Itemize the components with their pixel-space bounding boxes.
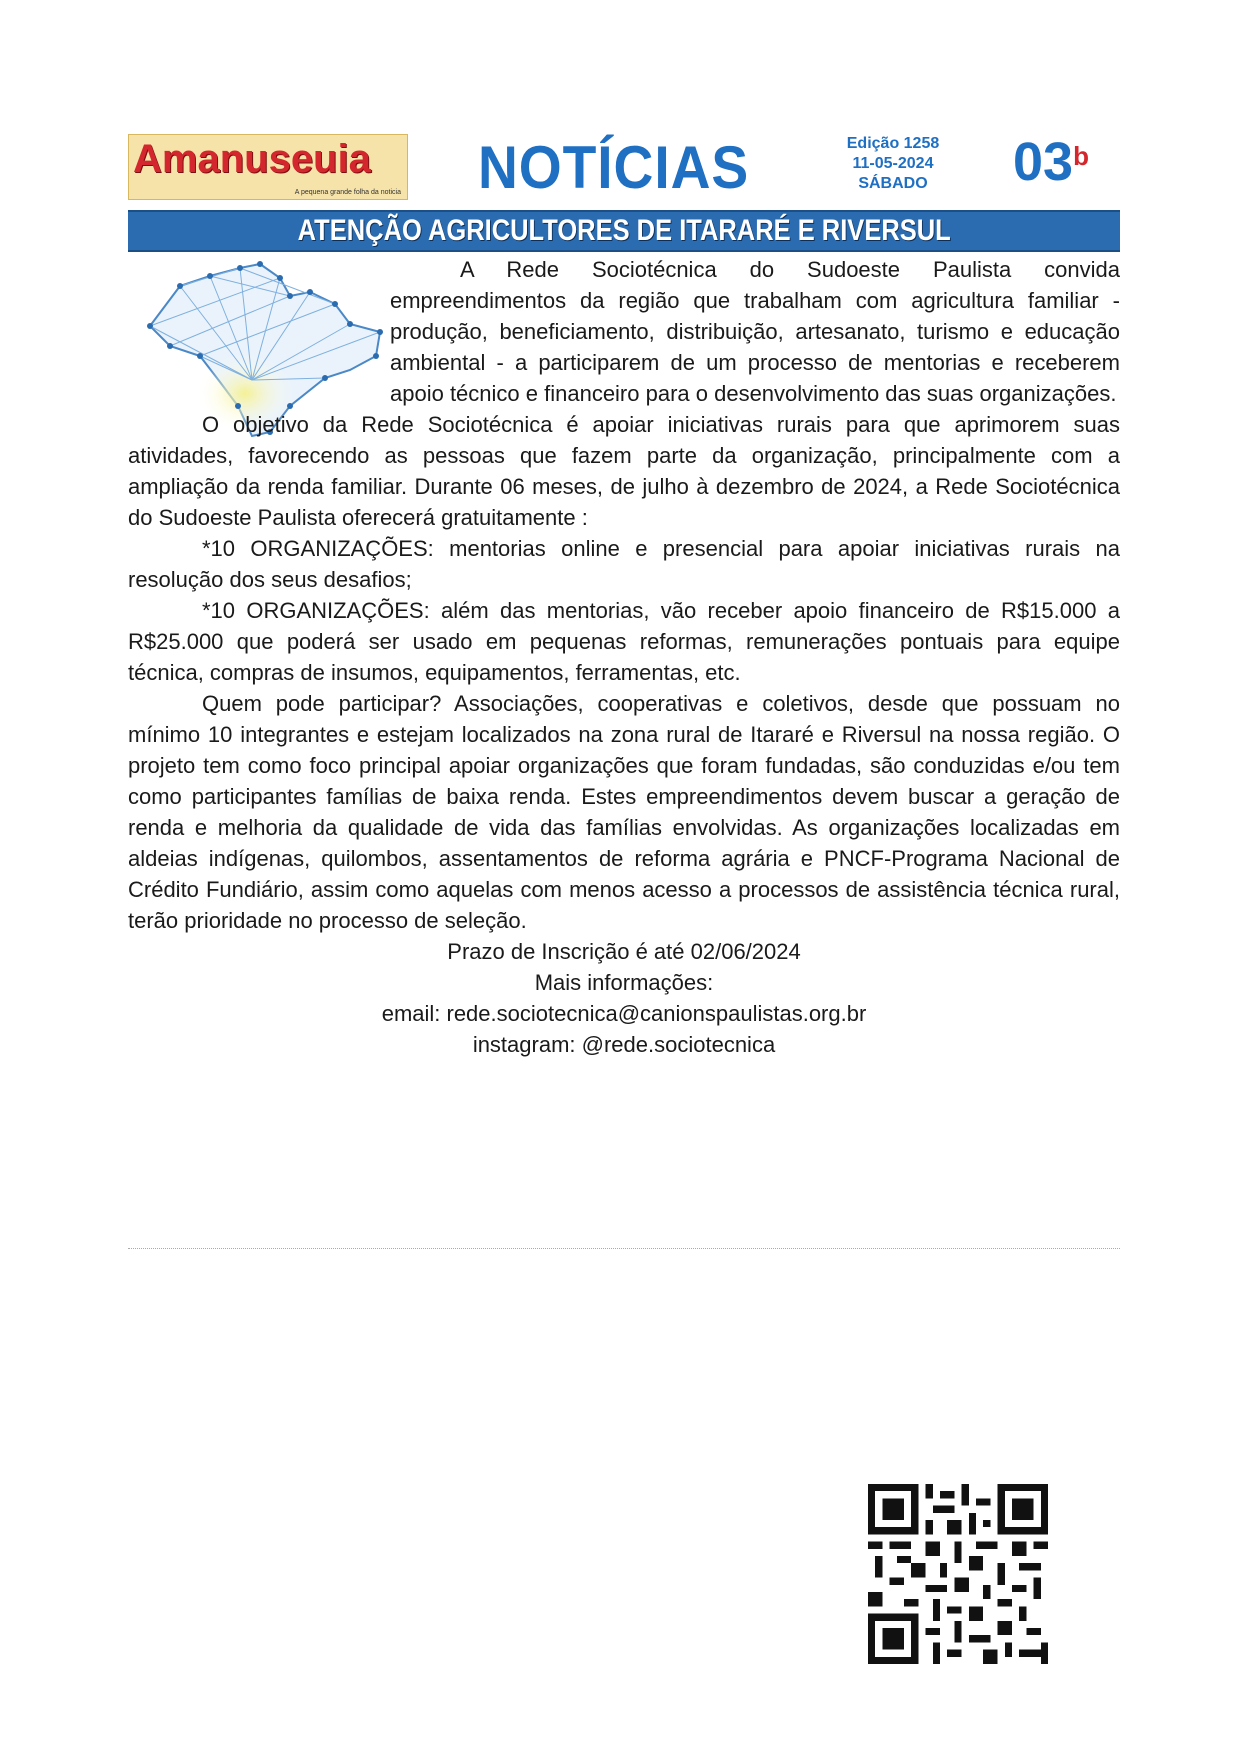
more-info-label: Mais informações: <box>534 970 714 995</box>
article-paragraph-objective: O objetivo da Rede Sociotécnica é apoiar iniciativas rurais para que aprimorem suas atividades, favorecendo as pessoas que fazem parte da organização, principalmente com a ampliação da renda familiar. Durante 06 meses, de julho à dezembro de 2024, a Rede Sociotécnica do Sudoeste Paulista oferecerá gratuitamente : <box>128 412 1120 530</box>
page-header <box>128 128 1120 208</box>
article-offer-mentoring: *10 ORGANIZAÇÕES: mentorias online e presencial para apoiar iniciativas rurais na resolução dos seus desafios; <box>128 536 1120 592</box>
article-paragraph-eligibility: Quem pode participar? Associações, cooperativas e coletivos, desde que possuam no mínimo 10 integrantes e estejam localizados na zona rural de Itararé e Riversul na nossa região. O projeto tem como foco principal apoiar organizações que foram fundadas, são conduzidas e/ou tem como participantes famílias de baixa renda. Estes empreendimentos devem buscar a geração de renda e melhoria da qualidade de vida das famílias envolvidas. As organizações localizadas em aldeias indígenas, quilombos, assentamentos de reforma agrária e PNCF-Programa Nacional de Crédito Fundiário, assim como aquelas com menos acesso a processos de assistência técnica rural, terão prioridade no processo de seleção. <box>128 691 1120 933</box>
contact-instagram: instagram: @rede.sociotecnica <box>472 1032 776 1057</box>
qr-code-icon <box>868 1484 1048 1664</box>
edition-weekday: SÁBADO <box>858 175 928 192</box>
article-body <box>128 254 1120 1060</box>
section-title: NOTÍCIAS <box>478 134 750 201</box>
article-intro: A Rede Sociotécnica do Sudoeste Paulista convida empreendimentos da região que trabalham com agricultura familiar - produção, beneficiamento, distribuição, artesanato, turismo e educação ambiental - a participarem de um processo de mentorias e receberem apoio técnico e financeiro para o desenvolvimento das suas organizações. <box>390 257 1120 406</box>
newspaper-logo <box>128 134 408 200</box>
logo-subtitle: A pequena grande folha da noticia <box>294 189 401 196</box>
contact-email: email: rede.sociotecnica@canionspaulistas.org.br <box>381 1001 867 1026</box>
bottom-divider <box>128 1248 1120 1249</box>
headline-banner <box>128 210 1120 252</box>
page-number <box>1013 132 1089 192</box>
deadline: Prazo de Inscrição é até 02/06/2024 <box>447 939 801 964</box>
logo-text: Amanuseuia <box>133 137 371 181</box>
edition-date: 11-05-2024 <box>852 155 934 172</box>
page-number-suffix: b <box>1073 141 1089 171</box>
article-offer-financial: *10 ORGANIZAÇÕES: além das mentorias, vão receber apoio financeiro de R$15.000 a R$25.000 que poderá ser usado em pequenas reformas, remunerações pontuais para equipe técnica, compras de insumos, equipamentos, ferramentas, etc. <box>128 598 1120 685</box>
edition-number: Edição 1258 <box>846 135 940 152</box>
headline: ATENÇÃO AGRICULTORES DE ITARARÉ E RIVERSUL <box>297 214 951 247</box>
edition-info <box>798 134 988 194</box>
page-number-value: 03 <box>1013 132 1074 192</box>
